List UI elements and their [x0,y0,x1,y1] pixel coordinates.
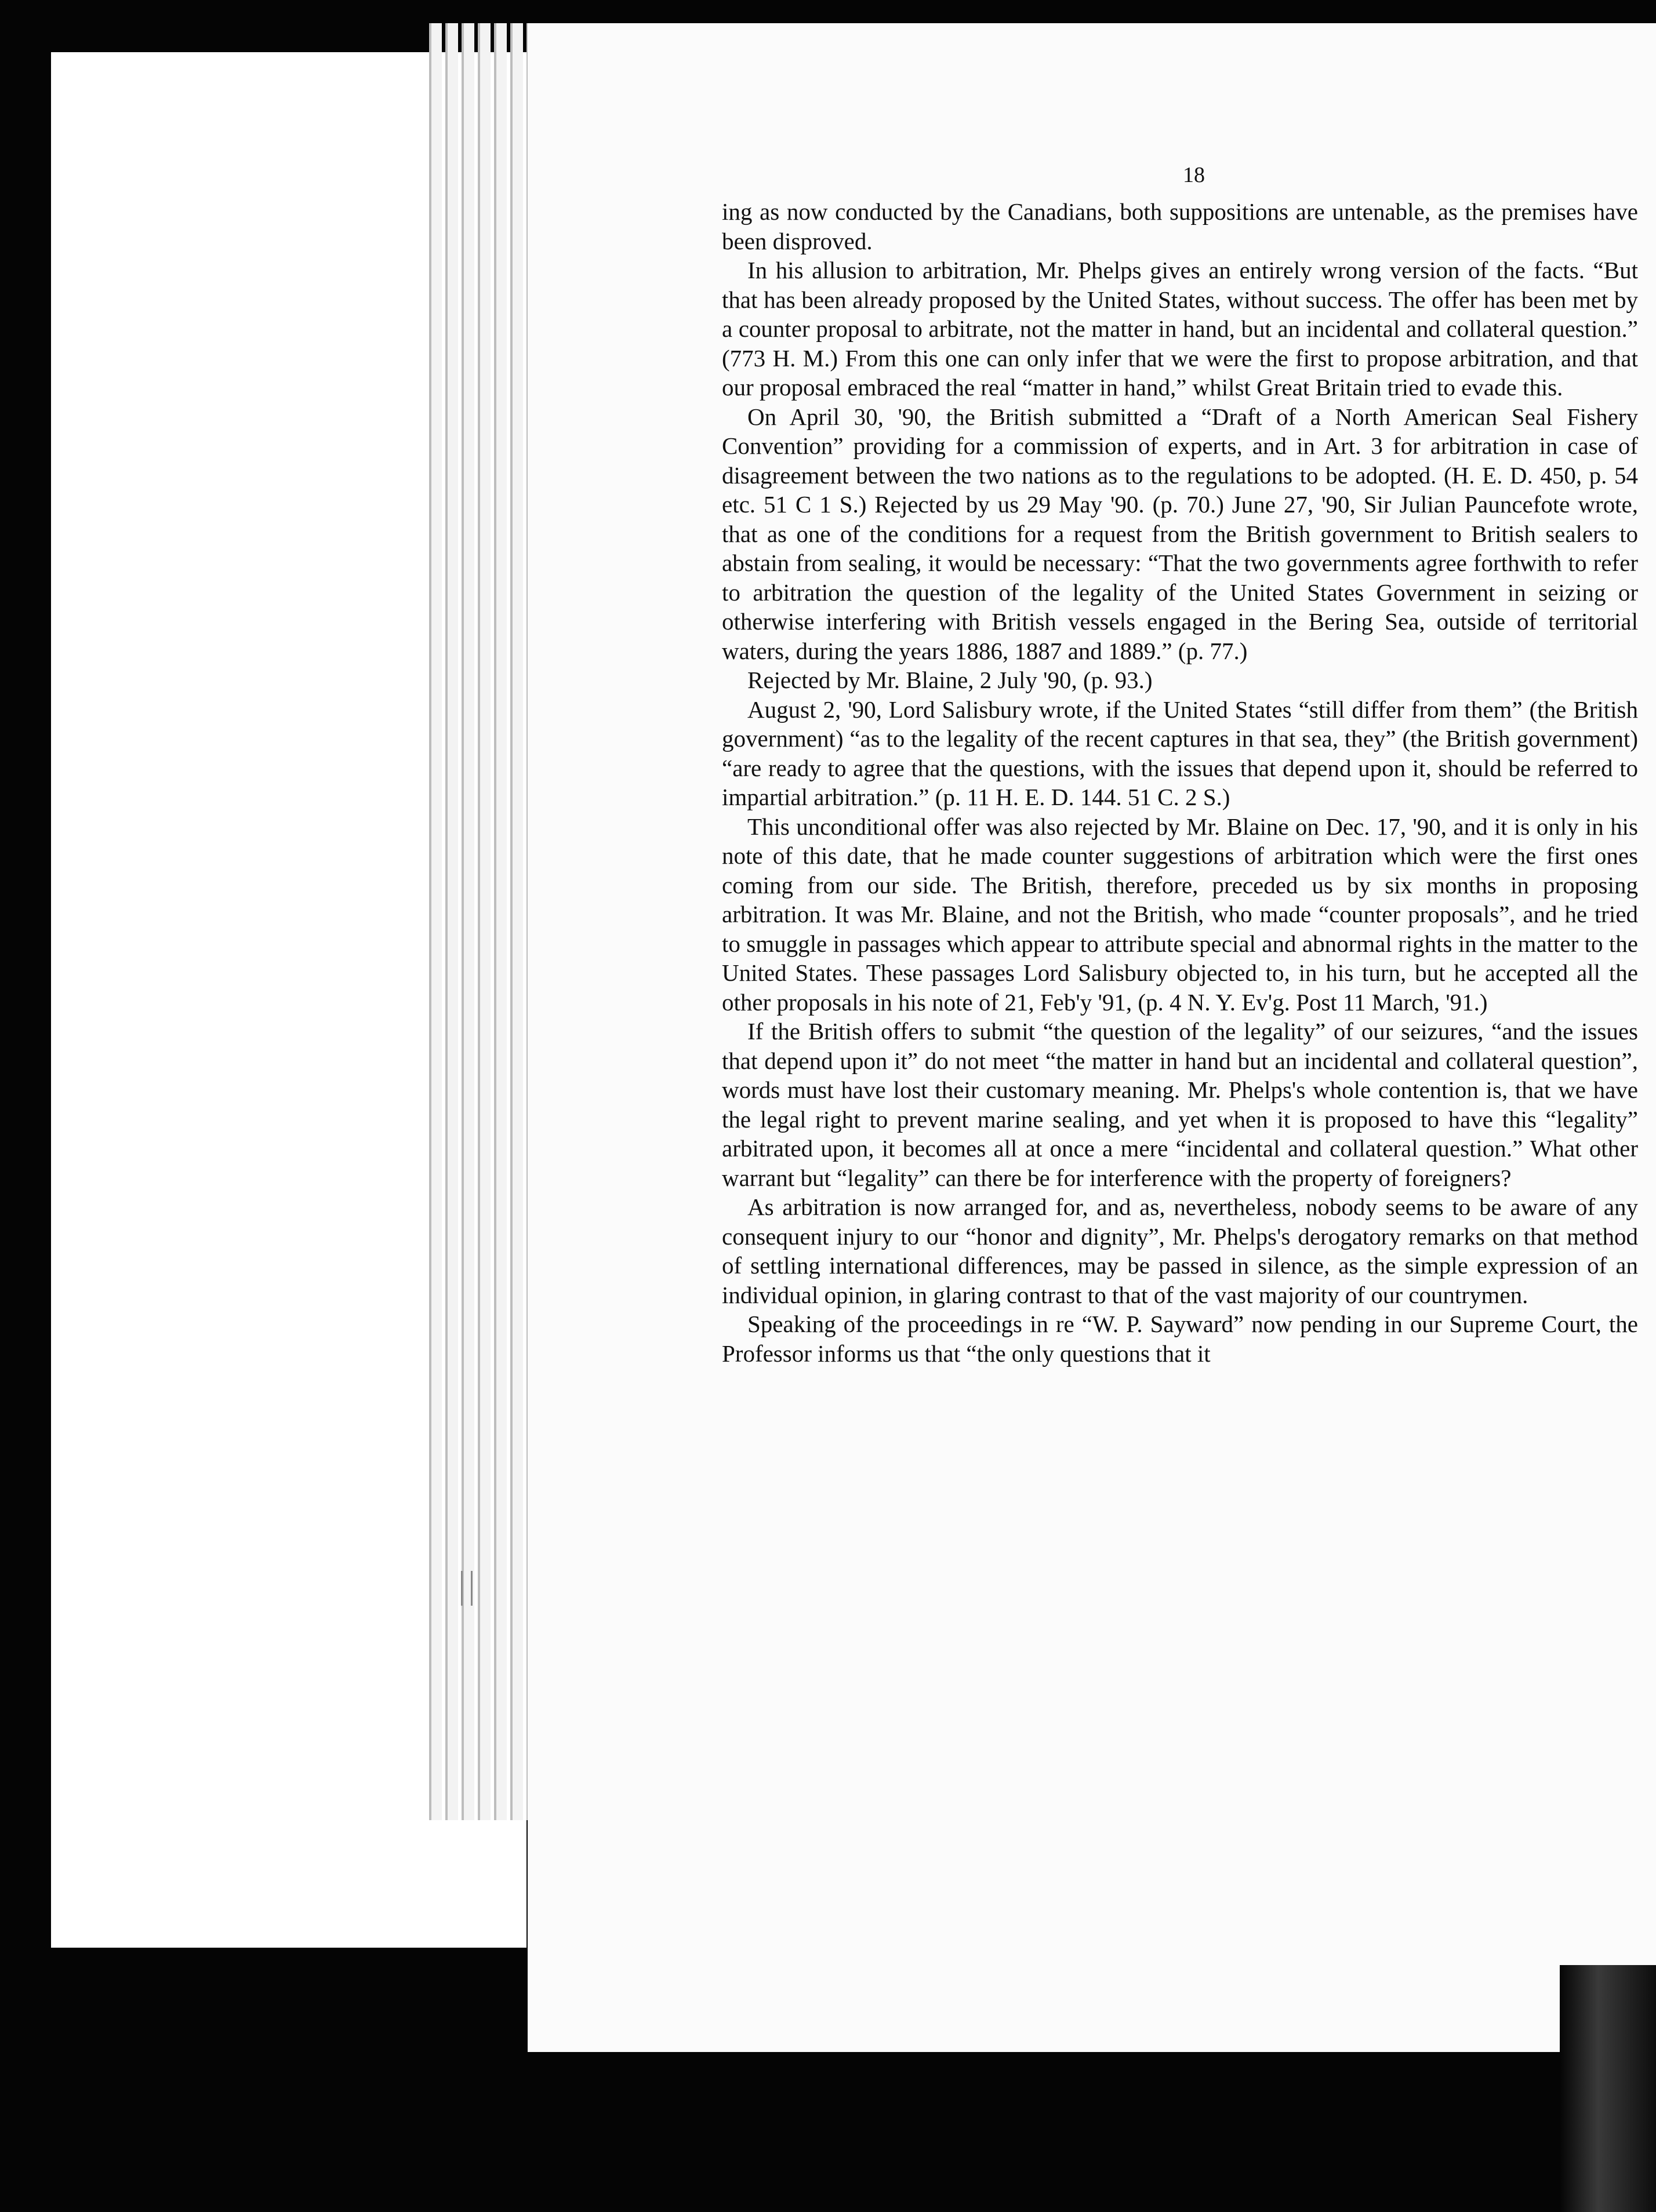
paragraph: On April 30, '90, the British submitted a “Draft of a North American Seal Fishery Convention” providing for a commission of experts, and in Art. 3 for arbitration in case of disagreement between the two nations as to the regulations to be adopted. (H. E. D. 450, p. 54 etc. 51 C 1 S.) Rejected by us 29 May '90. (p. 70.) June 27, '90, Sir Julian Pauncefote wrote, that as one of the conditions for a request from the British government to British sealers to abstain from sealing, it would be necessary: “That the two governments agree forthwith to refer to arbitration the question of the legality of the United States Government in seizing or otherwise interfering with British vessels engaged in the Bering Sea, outside of territorial waters, during the years 1886, 1887 and 1889.” (p. 77.) [722,403,1638,664]
paragraph: Rejected by Mr. Blaine, 2 July '90, (p. 93.) [747,667,1153,693]
page-edge [494,23,507,1820]
bookmark-tassel [1560,1965,1656,2212]
paragraph: This unconditional offer was also rejected by Mr. Blaine on Dec. 17, '90, and it is only in his note of this date, that he made counter suggestions of arbitration which were the first ones coming from our side. The British, therefore, preceded us by six months in proposing arbitration. It was Mr. Blaine, and not the British, who made “counter proposals”, and he tried to smuggle in passages which appear to attribute special and abnormal rights in the matter to the United States. These passages Lord Salisbury objected to, in his turn, but he accepted all the other proposals in his note of 21, Feb'y '91, (p. 4 N. Y. Ev'g. Post 11 March, '91.) [722,813,1638,1016]
margin-mark [461,1571,473,1606]
paragraph: August 2, '90, Lord Salisbury wrote, if the United States “still differ from them” (the British government) “as to the legality of the recent captures in that sea, they” (the British government) “are ready to agree that the questions, with the issues that depend upon it, should be referred to impartial arbitration.” (p. 11 H. E. D. 144. 51 C. 2 S.) [722,696,1638,810]
paragraph: Speaking of the proceedings in re “W. P. Sayward” now pending in our Supreme Court, the Professor informs us that “the only questions that it [722,1311,1638,1367]
page-edge [429,23,442,1820]
text-column [722,197,1638,1368]
paragraph: ing as now conducted by the Canadians, both suppositions are untenable, as the premises have been disproved. [722,198,1638,254]
page-edge [462,23,474,1820]
paragraph: As arbitration is now arranged for, and as, nevertheless, nobody seems to be aware of any consequent injury to our “honor and dignity”, Mr. Phelps's derogatory remarks on that method of settling international differences, may be passed in silence, as the simple expression of an individual opinion, in glaring contrast to that of the vast majority of our countrymen. [722,1194,1638,1308]
page-edge [478,23,491,1820]
page-number: 18 [1183,163,1205,187]
paragraph: If the British offers to submit “the question of the legality” of our seizures, “and the issues that depend upon it” do not meet “the matter in hand but an incidental and collateral question”, words must have lost their customary meaning. Mr. Phelps's whole contention is, that we have the legal right to prevent marine sealing, and yet when it is proposed to have this “legality” arbitrated upon, it becomes all at once a mere “incidental and collateral question.” What other warrant but “legality” can there be for interference with the property of foreigners? [722,1018,1638,1191]
page-edge [510,23,523,1820]
paragraph: In his allusion to arbitration, Mr. Phelps gives an entirely wrong version of the facts. “But that has been already proposed by the United States, without success. The offer has been met by a counter proposal to arbitrate, not the matter in hand, but an incidental and collateral question.” (773 H. M.) From this one can only infer that we were the first to propose arbitration, and that our proposal embraced the real “matter in hand,” whilst Great Britain tried to evade this. [722,257,1638,401]
page-edge [445,23,458,1820]
